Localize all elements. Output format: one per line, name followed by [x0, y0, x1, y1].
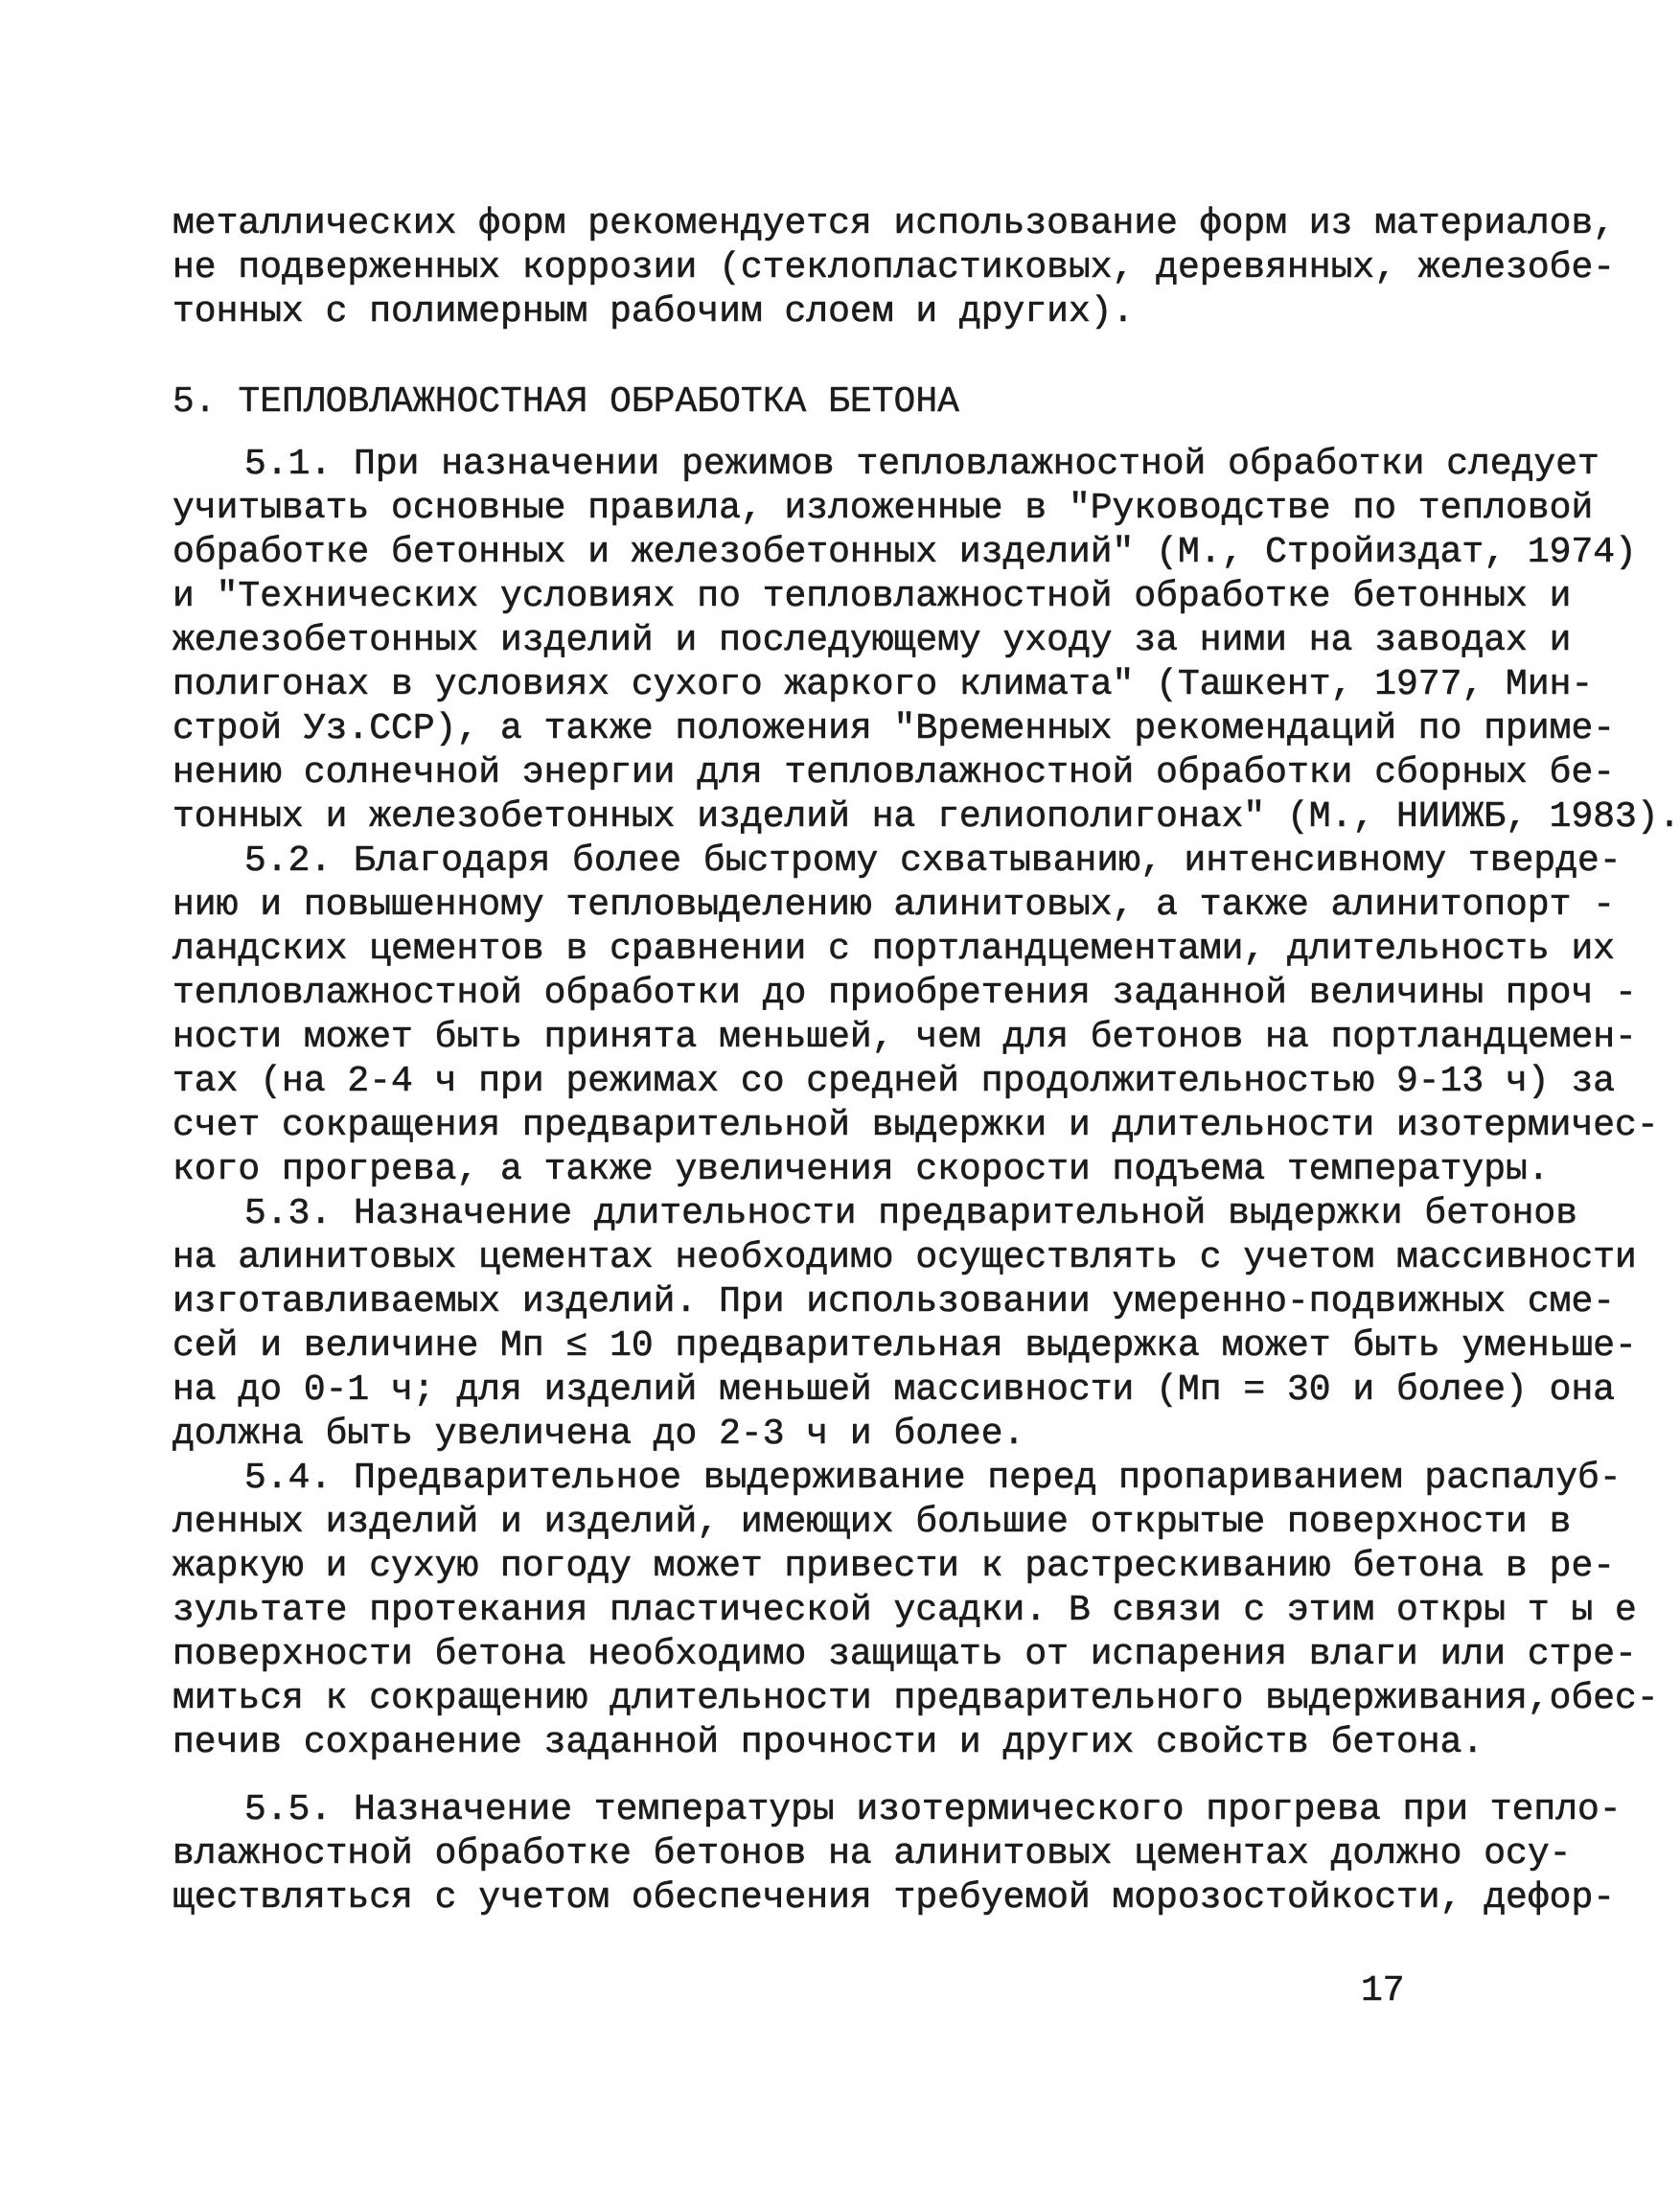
paragraph-line: на алинитовых цементах необходимо осуществлять с учетом массивности: [173, 1237, 1637, 1278]
paragraph-line: обработке бетонных и железобетонных изделий" (М., Стройиздат, 1974): [173, 532, 1637, 573]
paragraph-line: железобетонных изделий и последующему уходу за ними на заводах и: [173, 620, 1572, 661]
paragraph-line: 5.5. Назначение температуры изотермического прогрева при тепло-: [244, 1789, 1622, 1830]
paragraph-line: должна быть увеличена до 2-3 ч и более.: [173, 1414, 1025, 1455]
paragraph-line: изготавливаемых изделий. При использовании умеренно-подвижных сме-: [173, 1281, 1616, 1322]
intro-line: металлических форм рекомендуется использование форм из материалов,: [173, 203, 1616, 244]
paragraph-line: ности может быть принята меньшей, чем для бетонов на портландцемен-: [173, 1017, 1637, 1058]
paragraph-line: нению солнечной энергии для тепловлажностной обработки сборных бе-: [173, 752, 1616, 793]
intro-line: тонных с полимерным рабочим слоем и других).: [173, 291, 1135, 333]
paragraph-line: 5.1. При назначении режимов тепловлажностной обработки следует: [244, 444, 1599, 485]
page-number: 17: [1361, 1970, 1405, 2012]
intro-line: не подверженных коррозии (стеклопластиковых, деревянных, железобе-: [173, 247, 1616, 288]
paragraph-line: на до 0-1 ч; для изделий меньшей массивности (Мп = 30 и более) она: [173, 1369, 1616, 1411]
paragraph-line: тонных и железобетонных изделий на гелиополигонах" (М., НИИЖБ, 1983).: [173, 796, 1680, 838]
paragraph-line: миться к сокращению длительности предварительного выдерживания,обес-: [173, 1678, 1659, 1719]
paragraph-line: ленных изделий и изделий, имеющих большие открытые поверхности в: [173, 1502, 1572, 1543]
paragraph-line: полигонах в условиях сухого жаркого климата" (Ташкент, 1977, Мин-: [173, 664, 1594, 705]
paragraph-line: жаркую и сухую погоду может привести к растрескиванию бетона в ре-: [173, 1546, 1616, 1587]
paragraph-line: 5.3. Назначение длительности предварительной выдержки бетонов: [244, 1193, 1578, 1234]
paragraph-line: ландских цементов в сравнении с портландцементами, длительность их: [173, 929, 1616, 970]
paragraph-line: учитывать основные правила, изложенные в "Руководстве по тепловой: [173, 488, 1594, 529]
paragraph-line: нию и повышенному тепловыделению алинитовых, а также алинитопорт -: [173, 885, 1616, 926]
paragraph-line: 5.2. Благодаря более быстрому схватыванию, интенсивному тверде-: [244, 840, 1622, 882]
paragraph-line: поверхности бетона необходимо защищать от испарения влаги или стре-: [173, 1634, 1637, 1675]
paragraph-line: сей и величине Мп ≤ 10 предварительная выдержка может быть уменьше-: [173, 1325, 1637, 1367]
paragraph-line: ществляться с учетом обеспечения требуемой морозостойкости, дефор-: [173, 1877, 1616, 1919]
paragraph-line: тах (на 2-4 ч при режимах со средней продолжительностью 9-13 ч) за: [173, 1061, 1616, 1102]
paragraph-line: 5.4. Предварительное выдерживание перед пропариванием распалуб-: [244, 1458, 1622, 1499]
paragraph-line: счет сокращения предварительной выдержки и длительности изотермичес-: [173, 1105, 1659, 1146]
paragraph-line: влажностной обработке бетонов на алинитовых цементах должно осу-: [173, 1833, 1572, 1874]
paragraph-line: тепловлажностной обработки до приобретения заданной величины проч -: [173, 973, 1637, 1014]
paragraph-line: строй Уз.ССР), а также положения "Временных рекомендаций по приме-: [173, 708, 1616, 749]
paragraph-line: и "Технических условиях по тепловлажностной обработке бетонных и: [173, 576, 1572, 617]
paragraph-line: печив сохранение заданной прочности и других свойств бетона.: [173, 1722, 1484, 1763]
paragraph-line: зультате протекания пластической усадки. В связи с этим откры т ы е: [173, 1590, 1637, 1631]
section-heading: 5. ТЕПЛОВЛАЖНОСТНАЯ ОБРАБОТКА БЕТОНА: [173, 381, 959, 423]
paragraph-line: кого прогрева, а также увеличения скорости подъема температуры.: [173, 1149, 1550, 1190]
